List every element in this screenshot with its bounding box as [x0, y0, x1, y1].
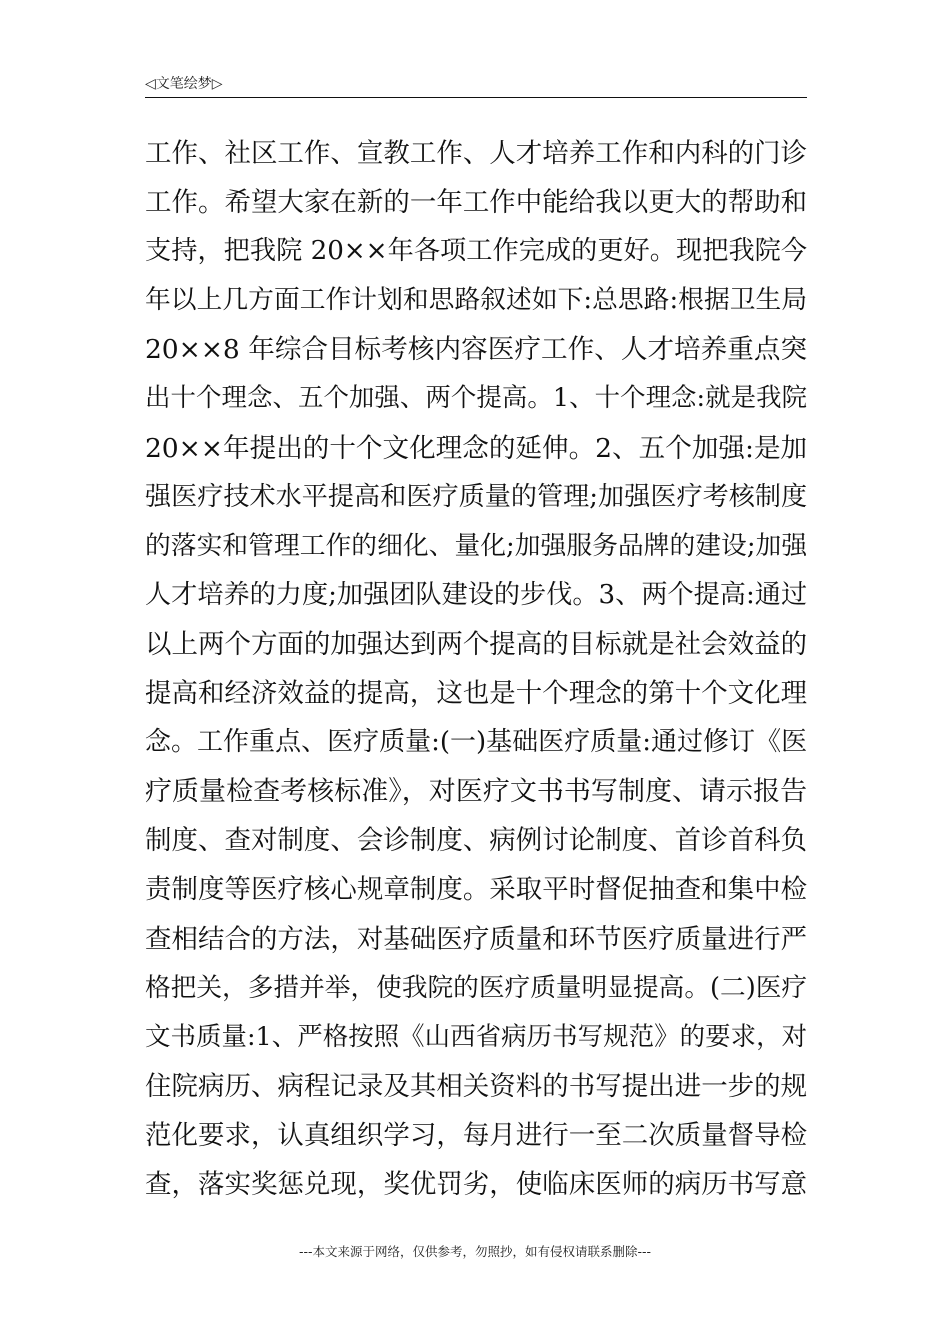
body-line: 查，落实奖惩兑现，奖优罚劣，使临床医师的病历书写意	[145, 1168, 807, 1200]
body-line: 支持，把我院 20××年各项工作完成的更好。现把我院今	[145, 236, 807, 267]
body-line: 念。工作重点、医疗质量:(一)基础医疗质量:通过修订《医	[145, 727, 807, 758]
body-line: 文书质量:1、严格按照《山西省病历书写规范》的要求，对	[145, 1021, 807, 1052]
body-line: 工作。希望大家在新的一年工作中能给我以更大的帮助和	[145, 187, 807, 219]
body-line: 查相结合的方法，对基础医疗质量和环节医疗质量进行严	[145, 923, 807, 955]
body-line: 责制度等医疗核心规章制度。采取平时督促抽查和集中检	[145, 874, 807, 906]
header-divider	[145, 97, 807, 98]
body-line: 住院病历、病程记录及其相关资料的书写提出进一步的规	[145, 1070, 807, 1102]
document-body	[145, 129, 807, 1209]
body-line: 20××8 年综合目标考核内容医疗工作、人才培养重点突	[145, 334, 807, 366]
body-line: 出十个理念、五个加强、两个提高。1、十个理念:就是我院	[145, 383, 807, 414]
body-line: 范化要求，认真组织学习，每月进行一至二次质量督导检	[145, 1119, 807, 1151]
header-title: ◁文笔绘梦▷	[145, 76, 223, 92]
body-line: 人才培养的力度;加强团队建设的步伐。3、两个提高:通过	[145, 579, 807, 610]
body-line: 以上两个方面的加强达到两个提高的目标就是社会效益的	[145, 628, 807, 660]
body-line: 的落实和管理工作的细化、量化;加强服务品牌的建设;加强	[145, 530, 807, 561]
body-line: 疗质量检查考核标准》，对医疗文书书写制度、请示报告	[145, 776, 807, 808]
body-line: 格把关，多措并举，使我院的医疗质量明显提高。(二)医疗	[145, 972, 807, 1003]
page-footer-disclaimer: ---本文来源于网络，仅供参考，勿照抄，如有侵权请联系删除---	[298, 1244, 652, 1259]
body-line: 20××年提出的十个文化理念的延伸。2、五个加强:是加	[145, 432, 807, 464]
body-line: 制度、查对制度、会诊制度、病例讨论制度、首诊首科负	[145, 825, 807, 857]
body-line: 强医疗技术水平提高和医疗质量的管理;加强医疗考核制度	[145, 481, 807, 512]
page-header	[145, 74, 807, 98]
body-line: 工作、社区工作、宣教工作、人才培养工作和内科的门诊	[145, 138, 807, 169]
body-line: 提高和经济效益的提高，这也是十个理念的第十个文化理	[145, 678, 807, 710]
body-line: 年以上几方面工作计划和思路叙述如下:总思路:根据卫生局	[145, 285, 807, 316]
